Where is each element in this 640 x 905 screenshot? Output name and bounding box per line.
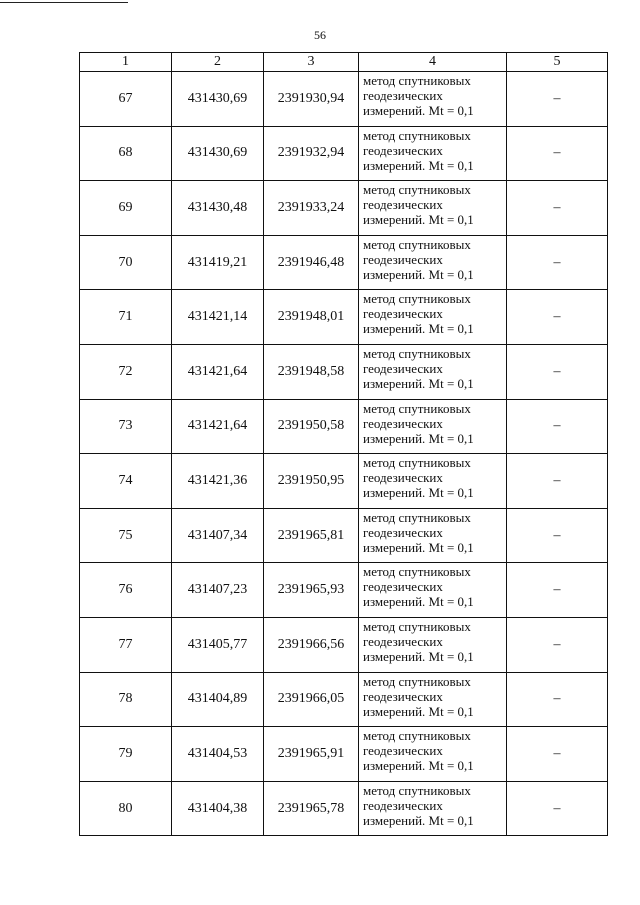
method-line: метод спутниковых [363,345,471,361]
method-line: измерений. Mt = 0,1 [363,103,474,118]
note-dash: – [507,126,608,181]
method-line: метод спутниковых [363,509,471,525]
coordinate-x: 431421,64 [172,344,264,399]
coordinate-x: 431421,64 [172,399,264,454]
coordinate-x: 431407,23 [172,563,264,618]
note-dash: – [507,235,608,290]
method-line: измерений. Mt = 0,1 [363,266,474,282]
coordinate-y: 2391930,94 [264,72,359,127]
coordinate-y: 2391965,91 [264,727,359,782]
note-dash: – [507,399,608,454]
header-col-3: 3 [264,53,359,72]
method-description [359,563,507,618]
table-row [80,290,608,345]
method-line: измерений. Mt = 0,1 [363,539,474,555]
coordinate-y: 2391946,48 [264,235,359,290]
coordinate-x: 431404,89 [172,672,264,727]
method-line: метод спутниковых [363,73,471,88]
coordinate-y: 2391948,01 [264,290,359,345]
point-number: 67 [80,72,172,127]
method-line: метод спутниковых [363,400,471,416]
point-number: 76 [80,563,172,618]
note-dash: – [507,563,608,618]
method-line: измерений. Mt = 0,1 [363,485,474,501]
method-line: геодезических [363,88,443,103]
coordinate-x: 431421,14 [172,290,264,345]
point-number: 72 [80,344,172,399]
point-number: 70 [80,235,172,290]
table-row [80,508,608,563]
method-line: геодезических [363,633,443,649]
method-line: метод спутниковых [363,127,471,143]
method-line: геодезических [363,306,443,322]
method-line: геодезических [363,688,443,704]
table-row [80,235,608,290]
coordinate-x: 431430,48 [172,181,264,236]
table-row [80,454,608,509]
method-description [359,781,507,836]
coordinate-x: 431405,77 [172,617,264,672]
method-line: измерений. Mt = 0,1 [363,594,474,610]
table-row [80,72,608,127]
method-line: геодезических [363,743,443,759]
coordinate-y: 2391965,81 [264,508,359,563]
method-line: метод спутниковых [363,564,471,580]
table-row [80,563,608,618]
note-dash: – [507,617,608,672]
coordinate-y: 2391966,05 [264,672,359,727]
coordinate-x: 431421,36 [172,454,264,509]
method-line: измерений. Mt = 0,1 [363,375,474,391]
coordinate-x: 431430,69 [172,126,264,181]
method-description [359,290,507,345]
header-col-2: 2 [172,53,264,72]
method-line: измерений. Mt = 0,1 [363,212,474,228]
table-row [80,672,608,727]
method-description [359,508,507,563]
note-dash: – [507,72,608,127]
note-dash: – [507,344,608,399]
method-line: измерений. Mt = 0,1 [363,430,474,446]
coordinate-x: 431404,38 [172,781,264,836]
method-line: измерений. Mt = 0,1 [363,812,474,828]
note-dash: – [507,290,608,345]
method-line: геодезических [363,251,443,267]
point-number: 80 [80,781,172,836]
coordinate-y: 2391948,58 [264,344,359,399]
note-dash: – [507,181,608,236]
method-description [359,72,507,127]
method-line: метод спутниковых [363,673,471,689]
point-number: 68 [80,126,172,181]
coordinate-y: 2391965,93 [264,563,359,618]
method-line: метод спутниковых [363,182,471,198]
table-row [80,617,608,672]
method-description [359,672,507,727]
method-line: геодезических [363,360,443,376]
coordinates-table [79,52,608,836]
method-description [359,344,507,399]
note-dash: – [507,672,608,727]
page-number: 56 [314,28,326,42]
coordinate-y: 2391950,58 [264,399,359,454]
coordinate-y: 2391966,56 [264,617,359,672]
coordinate-y: 2391933,24 [264,181,359,236]
header-col-1: 1 [80,53,172,72]
table-row [80,399,608,454]
method-line: измерений. Mt = 0,1 [363,157,474,173]
method-line: метод спутниковых [363,291,471,307]
method-description [359,126,507,181]
point-number: 79 [80,727,172,782]
method-line: геодезических [363,470,443,486]
coordinate-y: 2391950,95 [264,454,359,509]
point-number: 71 [80,290,172,345]
method-line: метод спутниковых [363,618,471,634]
point-number: 74 [80,454,172,509]
point-number: 75 [80,508,172,563]
method-line: геодезических [363,415,443,431]
coordinate-y: 2391932,94 [264,126,359,181]
point-number: 78 [80,672,172,727]
note-dash: – [507,727,608,782]
method-description [359,454,507,509]
method-line: измерений. Mt = 0,1 [363,321,474,337]
table-row [80,781,608,836]
note-dash: – [507,508,608,563]
method-line: измерений. Mt = 0,1 [363,758,474,774]
header-col-5: 5 [507,53,608,72]
table-row [80,727,608,782]
header-col-4: 4 [359,53,507,72]
method-description [359,727,507,782]
method-line: измерений. Mt = 0,1 [363,703,474,719]
method-line: метод спутниковых [363,455,471,471]
table-row [80,344,608,399]
coordinate-x: 431430,69 [172,72,264,127]
method-line: метод спутниковых [363,236,471,252]
note-dash: – [507,454,608,509]
point-number: 77 [80,617,172,672]
method-line: геодезических [363,579,443,595]
point-number: 73 [80,399,172,454]
method-line: геодезических [363,524,443,540]
method-line: метод спутниковых [363,782,471,798]
method-line: измерений. Mt = 0,1 [363,648,474,664]
coordinate-x: 431404,53 [172,727,264,782]
header-row [80,53,608,72]
method-description [359,399,507,454]
method-line: геодезических [363,197,443,213]
method-description [359,235,507,290]
note-dash: – [507,781,608,836]
coordinate-y: 2391965,78 [264,781,359,836]
coordinate-x: 431407,34 [172,508,264,563]
table-row [80,181,608,236]
method-line: геодезических [363,142,443,158]
point-number: 69 [80,181,172,236]
top-rule [0,2,128,3]
method-line: метод спутниковых [363,728,471,744]
coordinate-x: 431419,21 [172,235,264,290]
method-description [359,181,507,236]
method-line: геодезических [363,797,443,813]
method-description [359,617,507,672]
table-row [80,126,608,181]
